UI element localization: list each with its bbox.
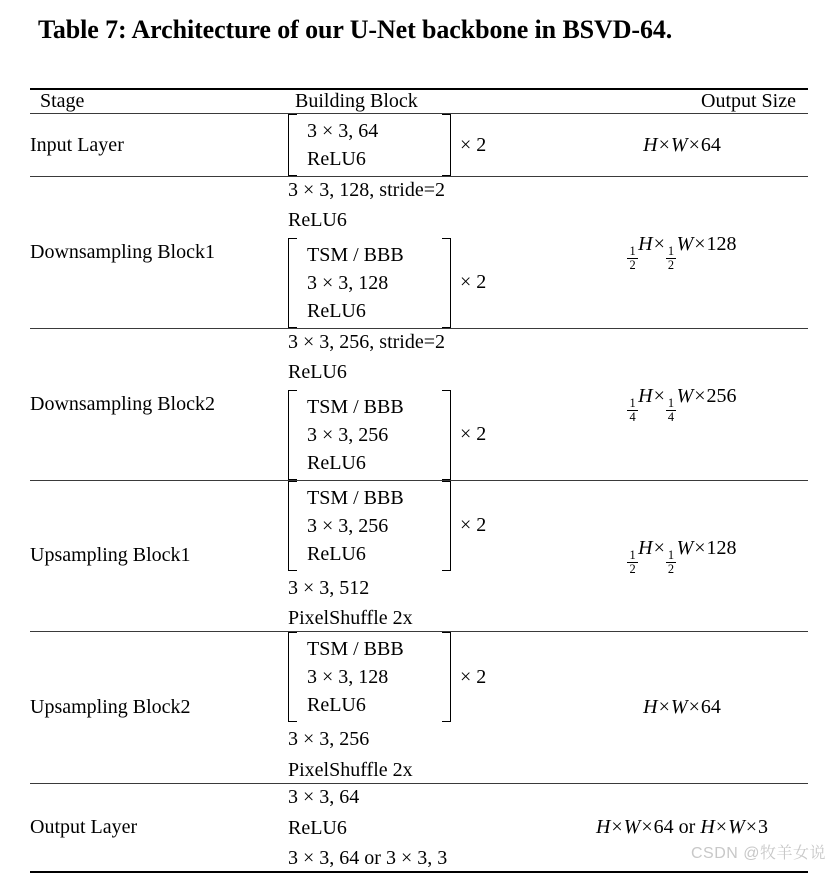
math-operator: ×: [641, 816, 653, 839]
block-pre-line: ReLU6: [288, 816, 347, 839]
building-block-cell: [288, 177, 556, 329]
math-variable: W: [676, 233, 694, 256]
math-variable: W: [623, 816, 641, 839]
bracket-line: ReLU6: [307, 542, 366, 565]
math-text: 128: [706, 233, 737, 256]
left-bracket: [288, 632, 297, 722]
block-pre-line: ReLU6: [288, 209, 347, 232]
csdn-watermark: CSDN @牧羊女说: [690, 845, 826, 862]
column-header-building-block: Building Block: [295, 90, 418, 112]
column-header-stage: Stage: [40, 90, 85, 112]
bracket-content: [298, 238, 441, 328]
building-block-stack: [288, 632, 556, 783]
bracket-line: TSM / BBB: [307, 395, 404, 418]
block-post-line: 3 × 3, 256: [288, 728, 370, 751]
block-post-line: 3 × 3, 512: [288, 576, 370, 599]
math-variable: H: [638, 384, 653, 407]
math-operator: ×: [653, 233, 665, 256]
block-pre-line: 3 × 3, 64 or 3 × 3, 3: [288, 846, 448, 869]
output-size-cell: [556, 328, 808, 480]
bracket-content: [298, 481, 441, 571]
building-block-stack: [288, 481, 556, 632]
repeat-multiplier: × 2: [460, 665, 487, 688]
math-text: 64: [700, 696, 721, 719]
math-operator: ×: [694, 233, 706, 256]
fraction: $\frac{1}{2}$: [667, 547, 675, 576]
math-variable: H: [638, 233, 653, 256]
bracket-group: [288, 390, 486, 480]
bracket-line: TSM / BBB: [307, 638, 404, 661]
math-variable: W: [676, 536, 694, 559]
math-operator: ×: [694, 536, 706, 559]
math-variable: H: [638, 536, 653, 559]
math-operator: ×: [653, 384, 665, 407]
bracket-line: 3 × 3, 256: [307, 423, 389, 446]
left-bracket: [288, 238, 297, 328]
table-row: [30, 177, 808, 329]
stage-cell: Output Layer: [30, 816, 138, 839]
math-variable: W: [670, 696, 688, 719]
right-bracket: [442, 238, 451, 328]
bracket-line: TSM / BBB: [307, 243, 404, 266]
math-text: 64: [700, 133, 721, 156]
table-caption: Table 7: Architecture of our U-Net backbone in BSVD-64.: [38, 15, 673, 44]
block-pre-line: ReLU6: [288, 361, 347, 384]
fraction: $\frac{1}{4}$: [667, 396, 675, 424]
math-text: 64: [653, 816, 674, 839]
table-row: [30, 328, 808, 480]
bracket-line: ReLU6: [307, 451, 366, 474]
math-operator: ×: [653, 536, 665, 559]
output-size-cell: [556, 632, 808, 784]
building-block-stack: [288, 177, 556, 328]
bracket-line: TSM / BBB: [307, 486, 404, 509]
left-bracket: [288, 481, 297, 571]
left-bracket: [288, 390, 297, 480]
math-variable: H: [595, 816, 611, 839]
repeat-multiplier: × 2: [460, 133, 487, 156]
math-operator: ×: [715, 816, 728, 839]
building-block-cell: [288, 328, 556, 480]
bracket-content: [298, 114, 441, 176]
math-text: 3: [758, 816, 769, 839]
math-text: 128: [706, 536, 737, 559]
bracket-content: [298, 390, 441, 480]
math-variable: H: [643, 133, 658, 156]
fraction: $\frac{1}{2}$: [629, 244, 636, 272]
building-block-cell: [288, 632, 556, 784]
math-operator: ×: [688, 133, 700, 156]
output-size-cell: [556, 480, 808, 632]
bracket-line: ReLU6: [307, 694, 366, 717]
bracket-line: 3 × 3, 128: [307, 271, 389, 294]
output-size-cell: [556, 114, 808, 177]
column-header-output-size: Output Size: [701, 90, 796, 112]
bracket-line: 3 × 3, 64: [307, 120, 379, 142]
block-post-line: PixelShuffle 2x: [288, 606, 413, 629]
building-block-cell: [288, 480, 556, 632]
bracket-line: ReLU6: [307, 299, 366, 322]
repeat-multiplier: × 2: [460, 271, 487, 294]
architecture-table-wrapper: [30, 88, 808, 873]
stage-cell: Downsampling Block1: [30, 240, 215, 263]
math-operator: ×: [694, 384, 706, 407]
building-block-stack: [288, 329, 556, 480]
table-header-row: [30, 89, 808, 114]
building-block-stack: [288, 114, 556, 176]
right-bracket: [442, 481, 451, 571]
table-row: [30, 480, 808, 632]
left-bracket: [288, 114, 297, 176]
math-variable: H: [643, 696, 658, 719]
block-post-line: PixelShuffle 2x: [288, 758, 413, 781]
bracket-line: 3 × 3, 256: [307, 514, 389, 537]
right-bracket: [442, 632, 451, 722]
math-operator: ×: [688, 696, 700, 719]
math-operator: ×: [611, 816, 623, 839]
math-operator: ×: [745, 816, 758, 839]
math-variable: W: [676, 384, 694, 407]
bracket-group: [288, 238, 486, 328]
bracket-group: [288, 632, 486, 722]
repeat-multiplier: × 2: [460, 423, 487, 446]
table-row: [30, 114, 808, 177]
bracket-line: ReLU6: [307, 148, 366, 170]
right-bracket: [442, 114, 451, 176]
bracket-group: [288, 114, 486, 176]
repeat-multiplier: × 2: [460, 514, 487, 537]
fraction: $\frac{1}{4}$: [629, 396, 636, 424]
math-text: 256: [706, 384, 737, 407]
bracket-content: [298, 632, 441, 722]
bracket-group: [288, 481, 486, 571]
stage-cell: Upsampling Block1: [30, 544, 191, 567]
right-bracket: [442, 390, 451, 480]
math-variable: W: [728, 816, 745, 839]
table-row: [30, 632, 808, 784]
block-pre-line: 3 × 3, 64: [288, 786, 360, 809]
fraction: $\frac{1}{2}$: [667, 244, 675, 272]
fraction: $\frac{1}{2}$: [629, 547, 636, 576]
output-size-cell: [556, 177, 808, 329]
bracket-line: 3 × 3, 128: [307, 666, 389, 689]
stage-cell: Input Layer: [30, 133, 124, 156]
building-block-cell: [288, 114, 556, 177]
block-pre-line: 3 × 3, 128, stride=2: [288, 179, 445, 201]
block-pre-line: 3 × 3, 256, stride=2: [288, 330, 445, 353]
stage-cell: Downsampling Block2: [30, 392, 215, 415]
math-variable: H: [700, 816, 715, 839]
architecture-table: [30, 88, 808, 873]
building-block-stack: [288, 784, 556, 871]
building-block-cell: [288, 784, 556, 873]
math-variable: W: [670, 133, 688, 156]
stage-cell: Upsampling Block2: [30, 696, 191, 719]
math-text: or: [673, 816, 701, 839]
math-operator: ×: [658, 696, 670, 719]
math-operator: ×: [658, 133, 670, 156]
